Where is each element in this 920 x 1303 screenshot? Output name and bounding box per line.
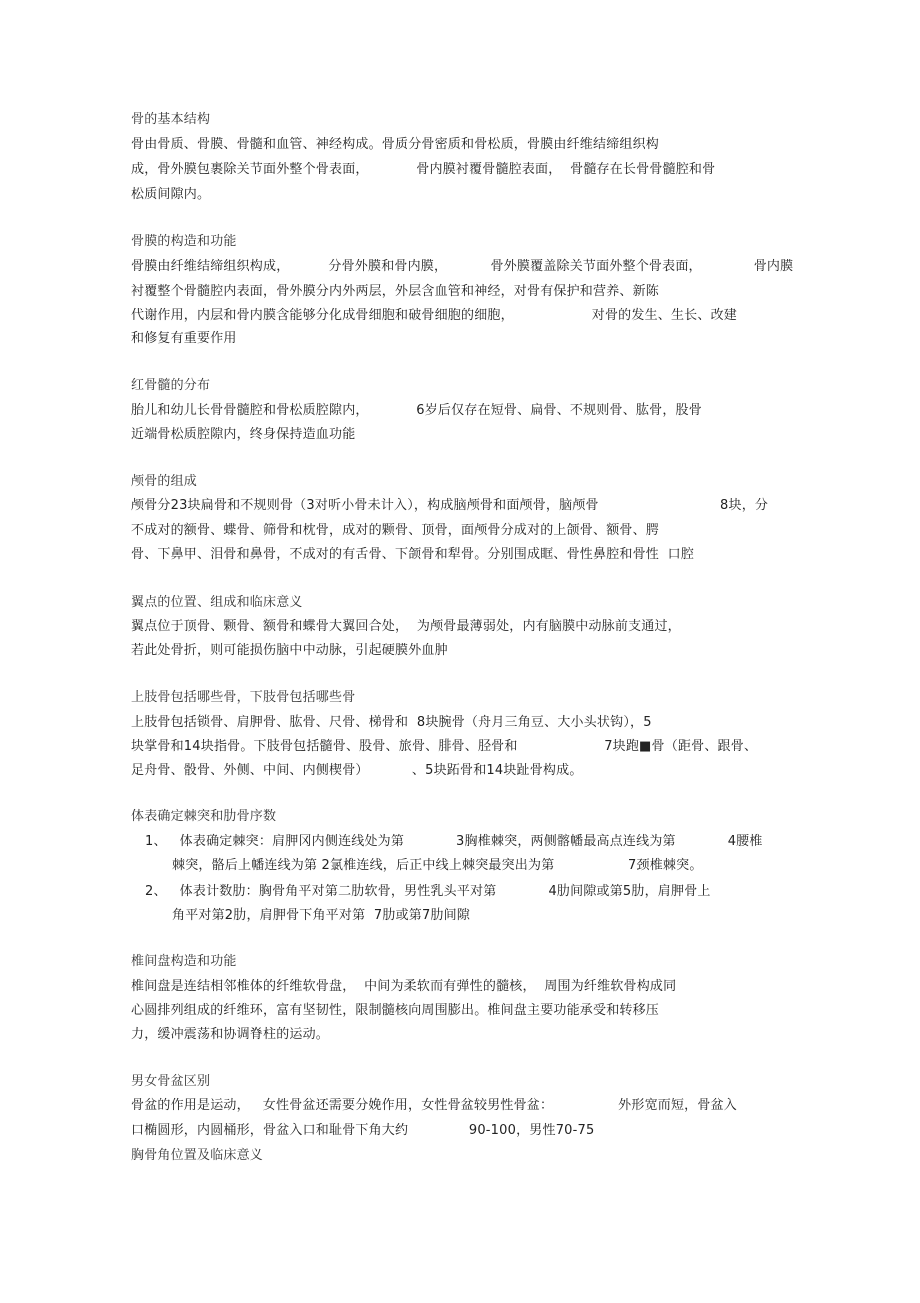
paragraph-line: 骨、下鼻甲、泪骨和鼻骨，不成对的有舌骨、下颌骨和犁骨。分别围成眶、骨性鼻腔和骨性 口腔 [131, 547, 695, 562]
paragraph-line: 骨膜由纤维结缔组织构成， 分骨外膜和骨内膜， 骨外膜覆盖除关节面外整个骨表面， 骨内膜 [131, 259, 794, 274]
paragraph-line: 力，缓冲震荡和协调脊柱的运动。 [131, 1027, 330, 1042]
heading-pterion: 翼点的位置、组成和临床意义 [131, 595, 303, 610]
heading-red-marrow: 红骨髓的分布 [131, 378, 211, 393]
heading-pelvis: 男女骨盆区别 [131, 1074, 211, 1089]
heading-limb-bones: 上肢骨包括哪些骨，下肢骨包括哪些骨 [131, 690, 356, 705]
list-item-continuation: 棘突，骼后上幡连线为第 2氯椎连线，后正中线上棘突最突出为第 7颈椎棘突。 [172, 858, 703, 873]
heading-periosteum: 骨膜的构造和功能 [131, 234, 237, 249]
paragraph-line: 代谢作用，内层和骨内膜含能够分化成骨细胞和破骨细胞的细胞， 对骨的发生、生长、改建 [131, 308, 737, 323]
paragraph-line: 块掌骨和14块指骨。下肢骨包括髓骨、股骨、旅骨、腓骨、胫骨和 7块跑■骨（距骨、跟骨、 [131, 739, 758, 754]
paragraph-line: 衬覆整个骨髓腔内表面，骨外膜分内外两层，外层含血管和神经，对骨有保护和营养、新陈 [131, 284, 660, 299]
paragraph-line: 和修复有重要作用 [131, 331, 237, 346]
paragraph-line: 颅骨分23块扁骨和不规则骨（3对听小骨未计入），构成脑颅骨和面颅骨，脑颅骨 8块，分 [131, 498, 769, 513]
paragraph-line: 椎间盘是连结相邻椎体的纤维软骨盘， 中间为柔软而有弹性的髓核， 周围为纤维软骨构成同 [131, 979, 677, 994]
heading-bone-structure: 骨的基本结构 [131, 112, 211, 127]
paragraph-line: 骨盆的作用是运动， 女性骨盆还需要分娩作用，女性骨盆较男性骨盆： 外形宽而短，骨盆入 [131, 1098, 737, 1113]
paragraph-line: 口椭圆形，内圆桶形，骨盆入口和耻骨下角大约 90-100，男性70-75 [131, 1123, 595, 1138]
paragraph-line: 上肢骨包括锁骨、肩胛骨、肱骨、尺骨、梯骨和 8块腕骨（舟月三角豆、大小头状钩），5 [131, 715, 652, 730]
paragraph-line: 不成对的额骨、蝶骨、筛骨和枕骨，成对的颗骨、顶骨，面颅骨分成对的上颌骨、额骨、腭 [131, 523, 660, 538]
list-item-continuation: 角平对第2肋，肩胛骨下角平对第 7肋或第7肋间隙 [172, 908, 471, 923]
paragraph-line: 足舟骨、骰骨、外侧、中间、内侧楔骨） 、5块跖骨和14块趾骨构成。 [131, 763, 583, 778]
heading-sternal-angle: 胸骨角位置及临床意义 [131, 1148, 264, 1163]
heading-spinous-rib: 体表确定棘突和肋骨序数 [131, 809, 277, 824]
paragraph-line: 松质间隙内。 [131, 187, 211, 202]
list-item: 1、 体表确定棘突：肩胛冈内侧连线处为第 3胸椎棘突，两侧髂幡最高点连线为第 4腰椎 [145, 834, 763, 849]
paragraph-line: 近端骨松质腔隙内，终身保持造血功能 [131, 427, 356, 442]
heading-skull: 颅骨的组成 [131, 474, 198, 489]
paragraph-line: 胎儿和幼儿长骨骨髓腔和骨松质腔隙内， 6岁后仅存在短骨、扁骨、不规则骨、肱骨，股骨 [131, 403, 702, 418]
paragraph-line: 心圆排列组成的纤维环，富有坚韧性，限制髓核向周围膨出。椎间盘主要功能承受和转移压 [131, 1003, 660, 1018]
paragraph-line: 骨由骨质、骨膜、骨髓和血管、神经构成。骨质分骨密质和骨松质，骨膜由纤维结缔组织构 [131, 137, 660, 152]
paragraph-line: 翼点位于顶骨、颗骨、额骨和蝶骨大翼回合处， 为颅骨最薄弱处，内有脑膜中动脉前支通过， [131, 619, 681, 634]
list-item: 2、 体表计数肋：胸骨角平对第二肋软骨，男性乳头平对第 4肋间隙或第5肋，肩胛骨上 [145, 884, 711, 899]
heading-intervertebral-disc: 椎间盘构造和功能 [131, 954, 237, 969]
paragraph-line: 成，骨外膜包裹除关节面外整个骨表面， 骨内膜衬覆骨髓腔表面， 骨髓存在长骨骨髓腔和骨 [131, 162, 716, 177]
paragraph-line: 若此处骨折，则可能损伤脑中中动脉，引起硬膜外血肿 [131, 643, 448, 658]
